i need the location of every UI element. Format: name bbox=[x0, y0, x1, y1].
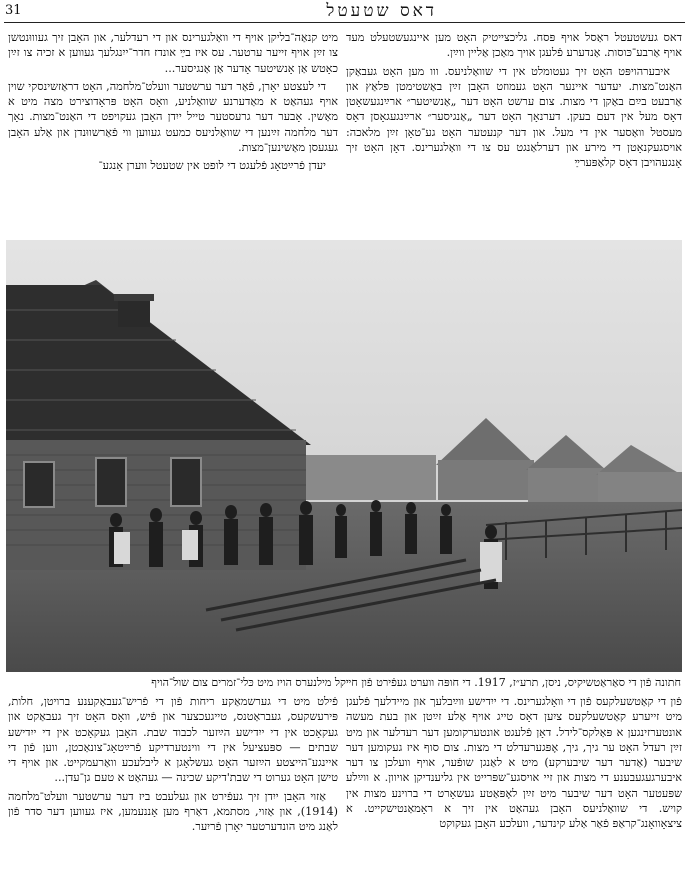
photo-caption: חתונה פֿון די סאַראַטשיקיס, ניסן, תרע״ז, 1917. די חופּה ווערט געפֿירט פֿון חײקל מילנערס הויז מיט כּלי־זמרים צום שול־הויף bbox=[151, 676, 681, 689]
paragraph: פֿון די קאַטשעלקעס פֿון די וואָלגערינס. די ייִדישע ווײַבלעך און מיידלעך פֿלעגן מיט זייערע קאַטשעלקעס ציִען דאָס טייג אויף אַלע זײַטן און בעת מעשה אונטערזינגען א פּאַלקס־לידל. דאָן פֿלעגט אונטערקומען דער רעדלער און מיט זײַן רעדל האָט ער גיך, גיך, אָפּגערעדלט די מצות. צום סוף איז געקומען דער שיבער (אַדער דער שיבערקע) מיט א לאַנגן שופֿער, אויף וועלכן צו דער איבערגעגעבענע די מצות און זיי אויסגע־שפּרייט אין גליענדיקן אויוון. א ווײַלע שפּעטער האָט דער שיבער מיט זײַן לאָפּאַטע געשאָרט די ברוינע מצות אין קויש. די שוואַלניעס האָבן געהאַט אין זיך א ראָמאַנטישקייט. א ציצאָוואָנג־קראַפּ פֿאַר אַלע קינדער, וועלכע האָבן געקוקט bbox=[346, 695, 682, 831]
running-head: דאס שטעטל bbox=[326, 1, 437, 21]
wedding-procession-photo bbox=[6, 240, 682, 672]
paragraph: די לעצטע יאָרן, פֿאַר דער ערשטער וועלט־מלחמה, האָט דראַזשינסקי שוין אויף געהאַט א מאַדערנע שוואַלניע, וואָס האָט פּראָדוצירט מצה מיט א מאַשין. אָבער דער גרעסטער טייל ייִדן האָבן געקויפט די האַנט־מצות. נאָך דער מלחמה זײַנען די שוואַלניעס כמעט געווען ווי פֿאַרשווּנדן און אַלע האָבן געגעסן מאַשינען־מצות. bbox=[8, 79, 338, 155]
photo-illustration bbox=[6, 240, 682, 672]
page-number: 31 bbox=[5, 3, 22, 18]
header-rule bbox=[4, 22, 685, 23]
paragraph: פֿילט מיט די גערשמאַקע ריחות פֿון די פֿריש־געבאַקענע ברויטן, חלות, פּירעשקעס, געבראַטנס, טייגעכצער און פֿיש, וואָס האָט זיך געבאַקט און געקאָכט אין די ייִדישע הײַזער לכבוד שבת. האָבן געקאָכט אין די ייִדישע שבתים — ספּעציעל אין די ווינטערדיקע פֿרײַטאָג־צונאַכטן, ווען פֿון די איינגע־הייצטע הײַזער האָט געשלאָגן א ליבלעכע וואַרעמקייט. און אויף די טישן האָט גערוט די שבת'דיקע שכינה — געהאַט א טעם גן־עדן... bbox=[8, 695, 338, 785]
bottom-left-column bbox=[8, 694, 338, 890]
paragraph: דאס געשטעטל ראַסל אויף פּסח. גליכצייטיק האָט מען איינגעשטעלט מעד אויף אַרבע־כּוסות. אַנדערע פֿלעגן אויך מאַכן אַליין ווײַן. bbox=[346, 31, 682, 60]
bottom-right-column bbox=[346, 694, 682, 890]
paragraph: מיט קנאַה־בליקן אויף די וואַלגערינס און די רעדלער, און האָבן זיך געוווּנטשן צו זײַן אויף זייער ערטער. עס איז בײַ אונדז חדר־ייִנגלעך געווען א זכיה צו זײַן כאָטש אַן אָנשיטער אָדער אַן אַנגיסער... bbox=[8, 31, 338, 75]
paragraph: אַזוי האָבן ייִדן זיך געפֿירט און געלעבט ביז דער ערשטער וועלט־מלחמה (1914), און אַזוי, מסתמא, דאַרף מען אָננעמען, איז געווען דער סדר פֿון לאַנג מיט הונדערטער יאָרן פֿריִער. bbox=[8, 789, 338, 834]
top-left-column bbox=[8, 30, 338, 234]
paragraph: יעדן פֿרײַטאָג פֿלעגט די לופט אין שטעטל ווערן אָנגע־ bbox=[98, 159, 326, 173]
top-right-column bbox=[346, 30, 682, 234]
paragraph: איבערהויפּט האָט זיך געטומלט אין די שוואַלניעס. ווו מען האָט געבאַקן האַנט־מצות. יעדער איינער האָט געמוזט האָבן זײַן באַשטימטן פּלאַץ און אַרבעט בײַם באַקן די מצות. צום ערשט האָט דער „אַנשיטער״ ארײַנגעשאָטן דאָס מעל אין דעם בעקן. דערנאָך האָט דער „אַנגיסער״ ארײַנגעגאָסן דאָס מעסטל וואַסער אין די מעל. און דער קנעטער האָט גע־טאָן זײַן מלאכה: אויסגעקנאָטן די מירע און דערלאַנגט עס צו די וואַלגערינס. דאָן האָט זיך אָנגעהויבן דאָס קלאַפּערײַ bbox=[346, 64, 682, 170]
